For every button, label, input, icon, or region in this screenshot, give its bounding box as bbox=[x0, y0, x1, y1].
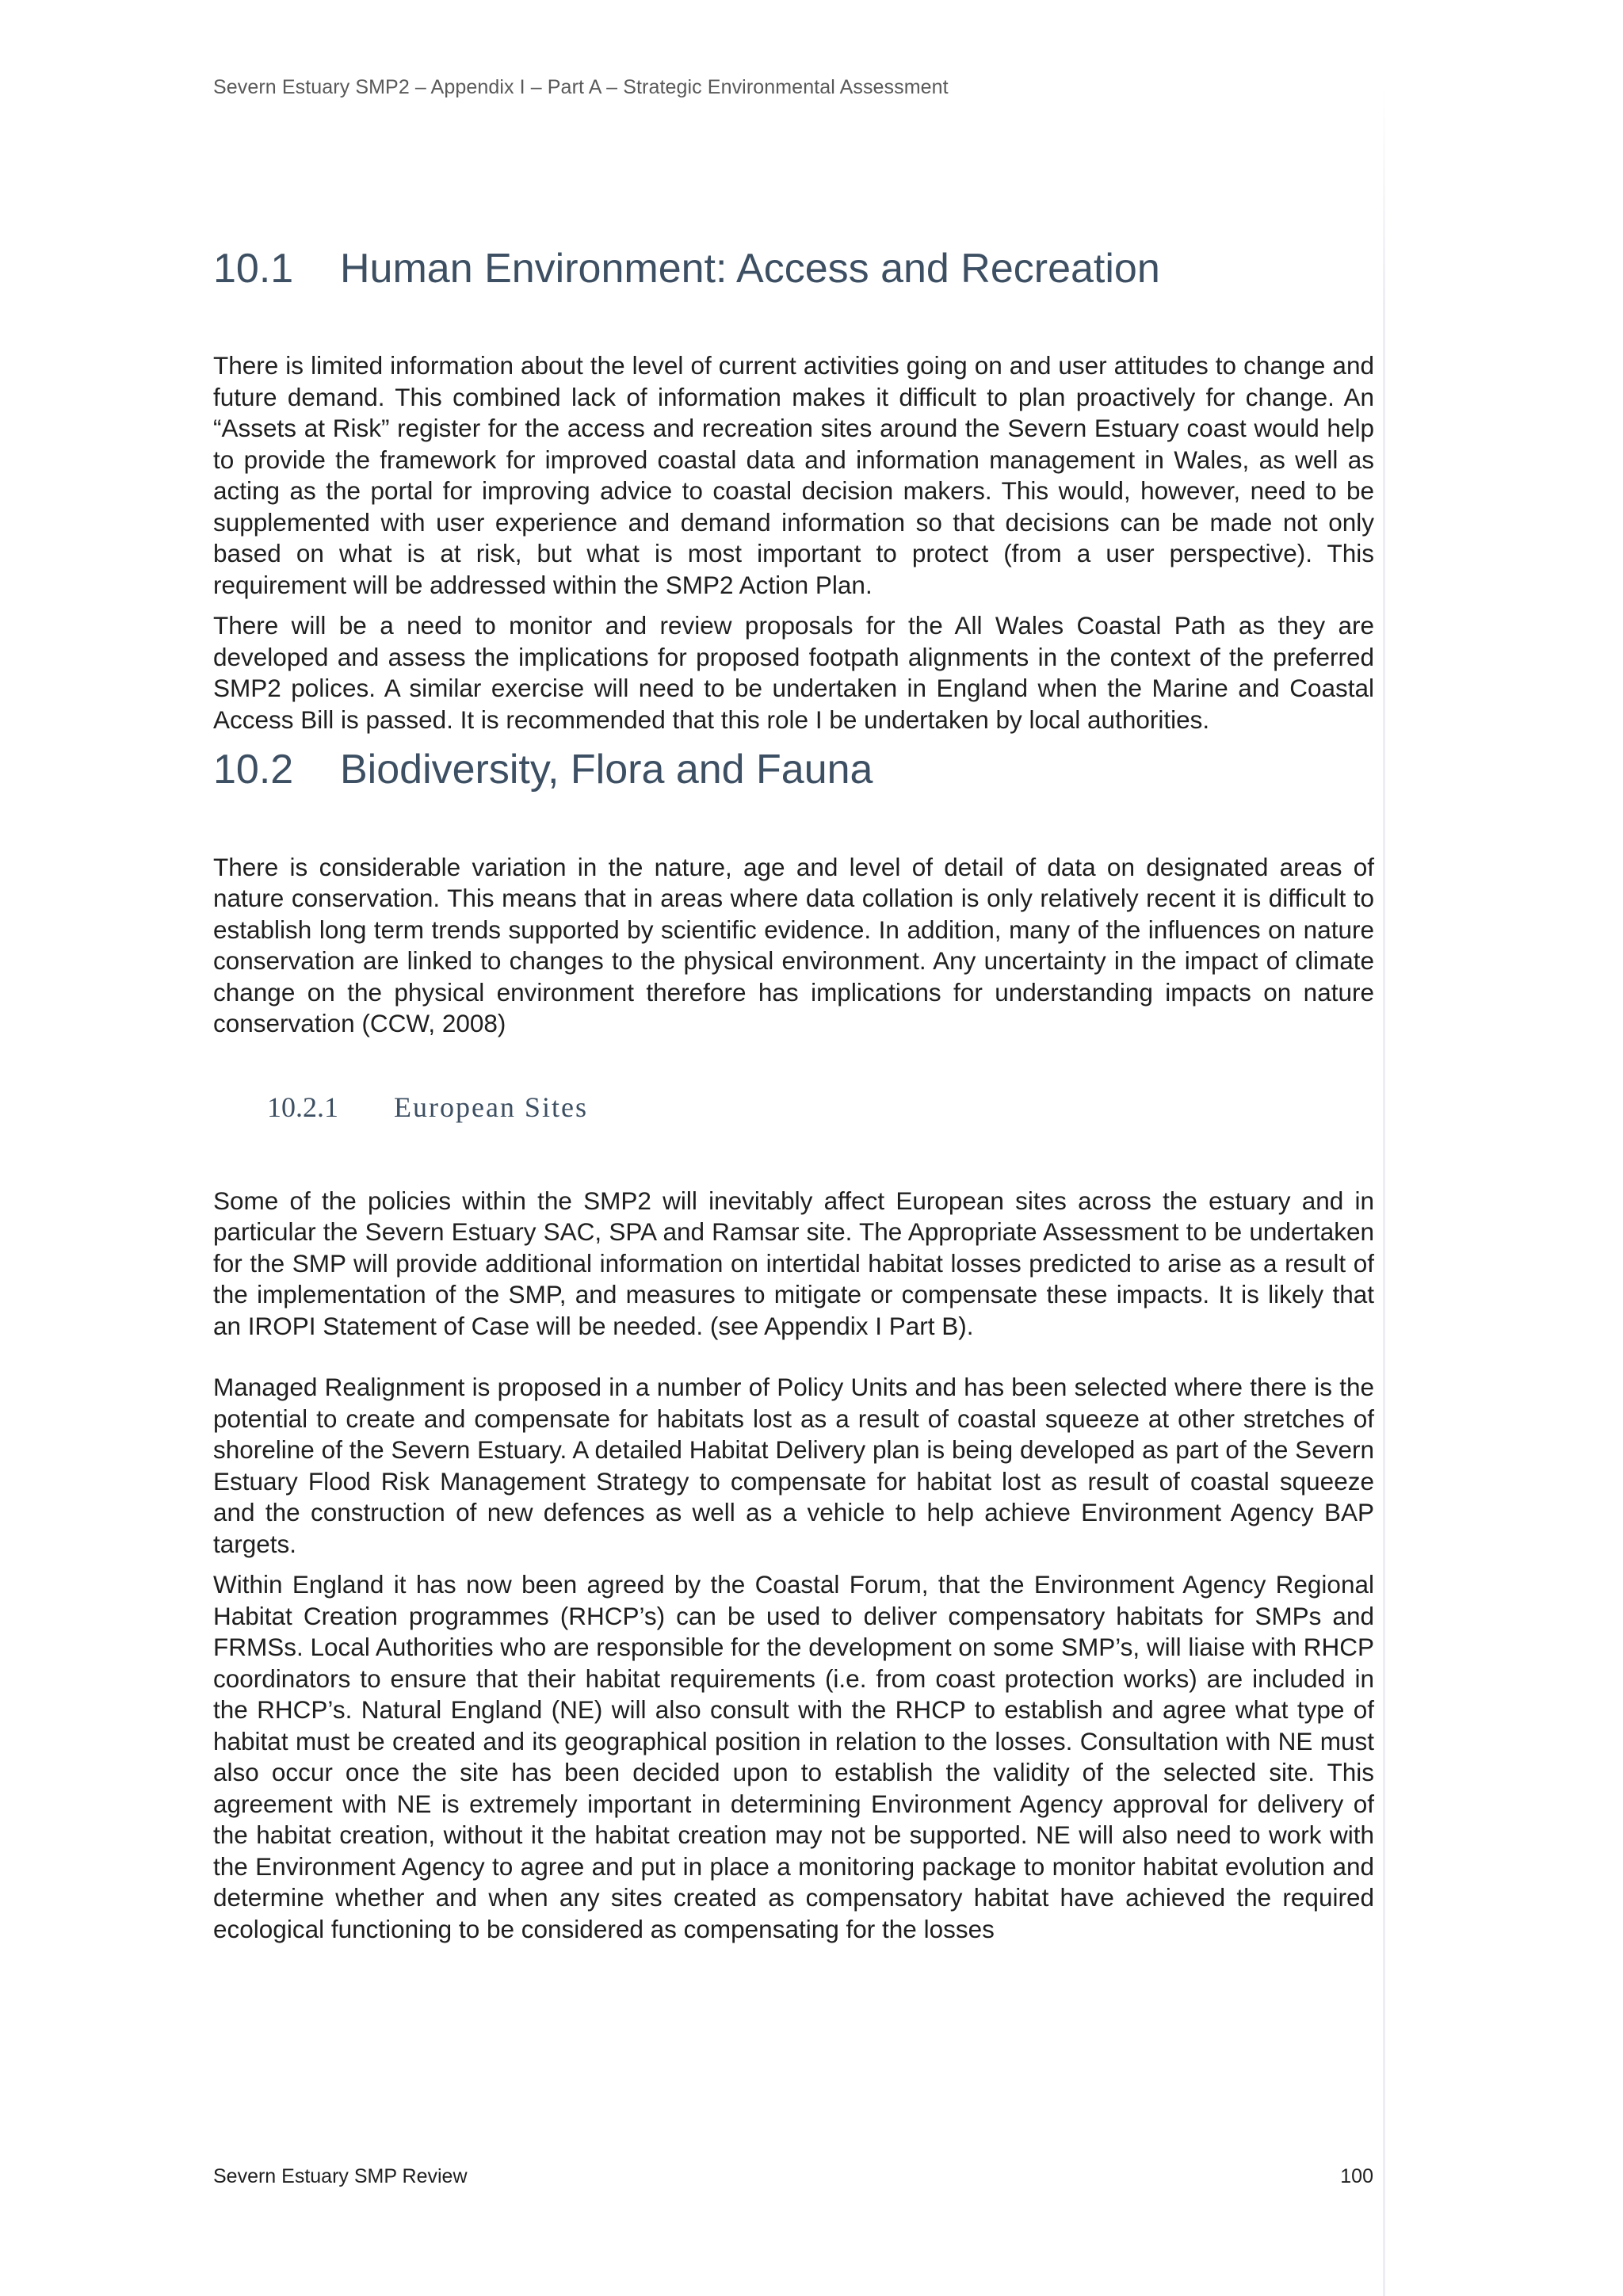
paragraph: Managed Realignment is proposed in a number of Policy Units and has been selected where there is the potential to create and compensate for habitats lost as a result of coastal squeeze at other stretches of shoreline of the Severn Estuary. A detailed Habitat Delivery plan is being developed as part of the Severn Estuary Flood Risk Management Strategy to compensate for habitat lost as result of coastal squeeze and the construction of new defences as well as a vehicle to help achieve Environment Agency BAP targets. bbox=[213, 1373, 1374, 1558]
paragraph: There is considerable variation in the nature, age and level of detail of data on designated areas of nature conservation. This means that in areas where data collation is only relatively recent it is difficult to establish long term trends supported by scientific evidence. In addition, many of the influences on nature conservation are linked to changes to the physical environment. Any uncertainty in the impact of climate change on the physical environment therefore has implications for understanding impacts on nature conservation (CCW, 2008) bbox=[213, 852, 1374, 1038]
subsection-title: European Sites bbox=[394, 1091, 588, 1123]
page-edge-shade bbox=[1383, 87, 1385, 2296]
subsection-number: 10.2.1 bbox=[267, 1091, 338, 1123]
running-header: Severn Estuary SMP2 – Appendix I – Part A – Strategic Environmental Assessment bbox=[213, 76, 949, 98]
paragraph: Some of the policies within the SMP2 will inevitably affect European sites across the estuary and in particular the Severn Estuary SAC, SPA and Ramsar site. The Appropriate Assessment to be undertaken for the SMP will provide additional information on intertidal habitat losses predicted to arise as a result of the implementation of the SMP, and measures to mitigate or compensate these impacts. It is likely that an IROPI Statement of Case will be needed. (see Appendix I Part B). bbox=[213, 1186, 1374, 1340]
section-title: Biodiversity, Flora and Fauna bbox=[340, 747, 873, 793]
section-heading-10-1 bbox=[213, 244, 1374, 293]
paragraph: There is limited information about the level of current activities going on and user attitudes to change and future demand. This combined lack of information makes it difficult to plan proactively for change. An “Assets at Risk” register for the access and recreation sites around the Severn Estuary coast would help to provide the framework for improved coastal data and information management in Wales, as well as acting as the portal for improving advice to coastal decision makers. This would, however, need to be supplemented with user experience and demand information so that decisions can be made not only based on what is at risk, but what is most important to protect (from a user perspective). This requirement will be addressed within the SMP2 Action Plan. bbox=[213, 351, 1374, 599]
footer-page-number: 100 bbox=[1340, 2165, 1373, 2187]
section-heading-10-2 bbox=[213, 745, 1374, 794]
section-title: Human Environment: Access and Recreation bbox=[340, 246, 1160, 292]
section-number: 10.1 bbox=[213, 246, 294, 292]
paragraph: Within England it has now been agreed by the Coastal Forum, that the Environment Agency Regional Habitat Creation programmes (RHCP’s) can be used to deliver compensatory habitats for SMPs and FRMSs. Local Authorities who are responsible for the development on some SMP’s, will liaise with RHCP coordinators to ensure that their habitat requirements (i.e. from coast protection works) are included in the RHCP’s. Natural England (NE) will also consult with the RHCP to establish and agree what type of habitat must be created and its geographical position in relation to the losses. Consultation with NE must also occur once the site has been decided upon to establish the validity of the selected site. This agreement with NE is extremely important in determining Environment Agency approval for delivery of the habitat creation, without it the habitat creation may not be supported. NE will also need to work with the Environment Agency to agree and put in place a monitoring package to monitor habitat evolution and determine whether and when any sites created as compensatory habitat have achieved the required ecological functioning to be considered as compensating for the losses bbox=[213, 1570, 1374, 1943]
page-body bbox=[213, 238, 1374, 1945]
paragraph: There will be a need to monitor and review proposals for the All Wales Coastal Path as they are developed and assess the implications for proposed footpath alignments in the context of the preferred SMP2 polices. A similar exercise will need to be undertaken in England when the Marine and Coastal Access Bill is passed. It is recommended that this role I be undertaken by local authorities. bbox=[213, 611, 1374, 734]
subsection-heading-10-2-1 bbox=[213, 1091, 1374, 1124]
section-number: 10.2 bbox=[213, 747, 294, 793]
footer-document-name: Severn Estuary SMP Review bbox=[213, 2165, 468, 2187]
